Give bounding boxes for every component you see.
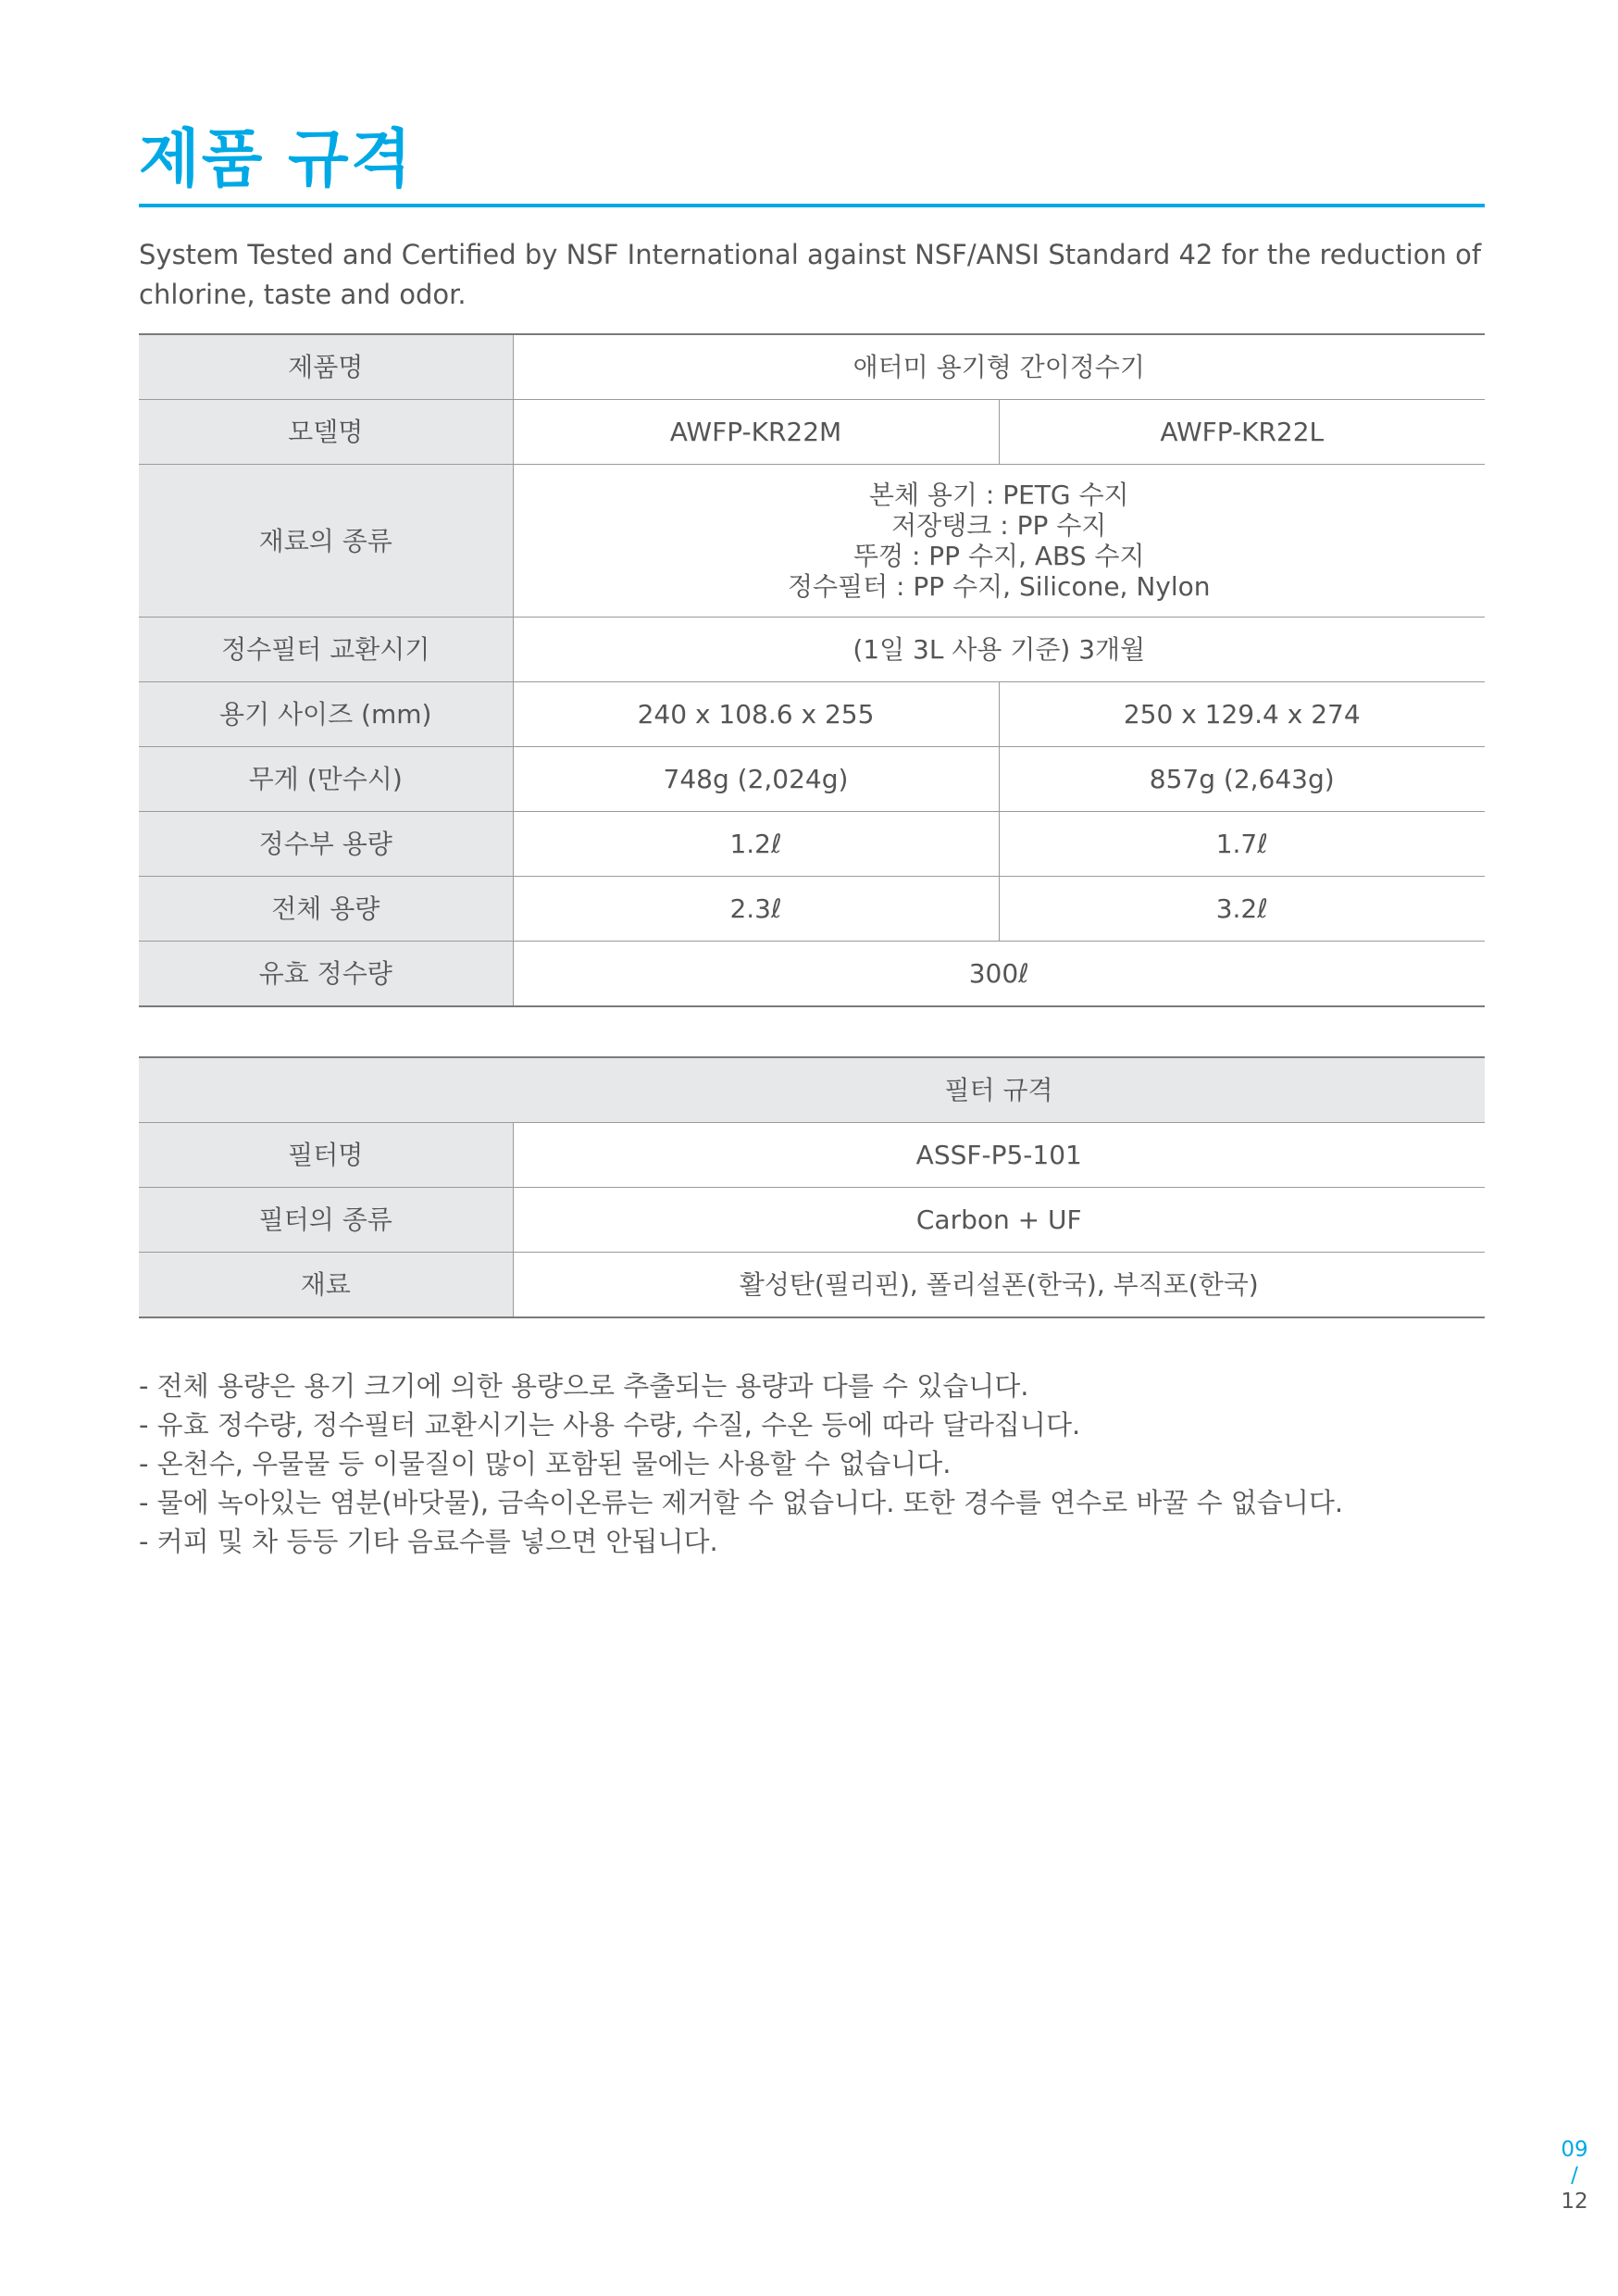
table-row — [139, 334, 1485, 400]
table-row — [139, 1123, 1485, 1188]
container-size-l: 250 x 129.4 x 274 — [999, 682, 1485, 747]
filter-replacement-label: 정수필터 교환시기 — [139, 618, 513, 682]
material-line: 뚜껑 : PP 수지, ABS 수지 — [853, 541, 1145, 571]
purified-capacity-label: 정수부 용량 — [139, 812, 513, 877]
effective-output-value: 300ℓ — [513, 942, 1485, 1007]
filter-spec-table — [139, 1056, 1485, 1318]
material-line: 본체 용기 : PETG 수지 — [868, 480, 1129, 510]
current-page: 09 — [1561, 2138, 1588, 2162]
filter-type-value: Carbon + UF — [513, 1188, 1485, 1253]
note-item: - 온천수, 우물물 등 이물질이 많이 포함된 물에는 사용할 수 없습니다. — [139, 1448, 952, 1479]
note-item: - 유효 정수량, 정수필터 교환시기는 사용 수량, 수질, 수온 등에 따라 달라집니다. — [139, 1409, 1081, 1441]
weight-l: 857g (2,643g) — [999, 747, 1485, 812]
table-row — [139, 400, 1485, 465]
product-name-value: 애터미 용기형 간이정수기 — [513, 334, 1485, 400]
material-line: 정수필터 : PP 수지, Silicone, Nylon — [787, 571, 1211, 602]
model-name-m: AWFP-KR22M — [513, 400, 999, 465]
filter-replacement-value: (1일 3L 사용 기준) 3개월 — [513, 618, 1485, 682]
table-row — [139, 1057, 1485, 1123]
table-row — [139, 747, 1485, 812]
page-title: 제품 규격 — [139, 123, 414, 196]
filter-header-blank — [139, 1057, 513, 1123]
purified-capacity-m: 1.2ℓ — [513, 812, 999, 877]
page-separator: / — [1571, 2164, 1578, 2188]
table-row — [139, 618, 1485, 682]
weight-m: 748g (2,024g) — [513, 747, 999, 812]
material-line: 저장탱크 : PP 수지 — [891, 510, 1107, 541]
container-size-m: 240 x 108.6 x 255 — [513, 682, 999, 747]
title-divider — [139, 204, 1485, 207]
filter-name-label: 필터명 — [139, 1123, 513, 1188]
materials-value — [513, 465, 1485, 618]
total-capacity-label: 전체 용량 — [139, 877, 513, 942]
table-row — [139, 1188, 1485, 1253]
product-spec-table — [139, 333, 1485, 1007]
note-item: - 전체 용량은 용기 크기에 의한 용량으로 추출되는 용량과 다를 수 있습니다. — [139, 1370, 1029, 1402]
table-row — [139, 465, 1485, 618]
filter-material-label: 재료 — [139, 1253, 513, 1318]
table-row — [139, 812, 1485, 877]
note-item: - 물에 녹아있는 염분(바닷물), 금속이온류는 제거할 수 없습니다. 또한 경수를 연수로 바꿀 수 없습니다. — [139, 1487, 1344, 1518]
model-name-l: AWFP-KR22L — [999, 400, 1485, 465]
usage-notes — [139, 1366, 1485, 1561]
total-pages: 12 — [1561, 2190, 1588, 2214]
product-name-label: 제품명 — [139, 334, 513, 400]
note-item: - 커피 및 차 등등 기타 음료수를 넣으면 안됩니다. — [139, 1526, 718, 1557]
page-number — [1551, 2137, 1598, 2215]
weight-label: 무게 (만수시) — [139, 747, 513, 812]
effective-output-label: 유효 정수량 — [139, 942, 513, 1007]
table-row — [139, 1253, 1485, 1318]
table-row — [139, 942, 1485, 1007]
certification-description: System Tested and Certified by NSF International against NSF/ANSI Standard 42 for the reduction of chlorine, taste and odor. — [139, 239, 1482, 310]
model-name-label: 모델명 — [139, 400, 513, 465]
total-capacity-l: 3.2ℓ — [999, 877, 1485, 942]
total-capacity-m: 2.3ℓ — [513, 877, 999, 942]
purified-capacity-l: 1.7ℓ — [999, 812, 1485, 877]
materials-label: 재료의 종류 — [139, 465, 513, 618]
filter-type-label: 필터의 종류 — [139, 1188, 513, 1253]
filter-name-value: ASSF-P5-101 — [513, 1123, 1485, 1188]
table-row — [139, 877, 1485, 942]
container-size-label: 용기 사이즈 (mm) — [139, 682, 513, 747]
filter-material-value: 활성탄(필리핀), 폴리설폰(한국), 부직포(한국) — [513, 1253, 1485, 1318]
table-row — [139, 682, 1485, 747]
filter-table-header: 필터 규격 — [513, 1057, 1485, 1123]
